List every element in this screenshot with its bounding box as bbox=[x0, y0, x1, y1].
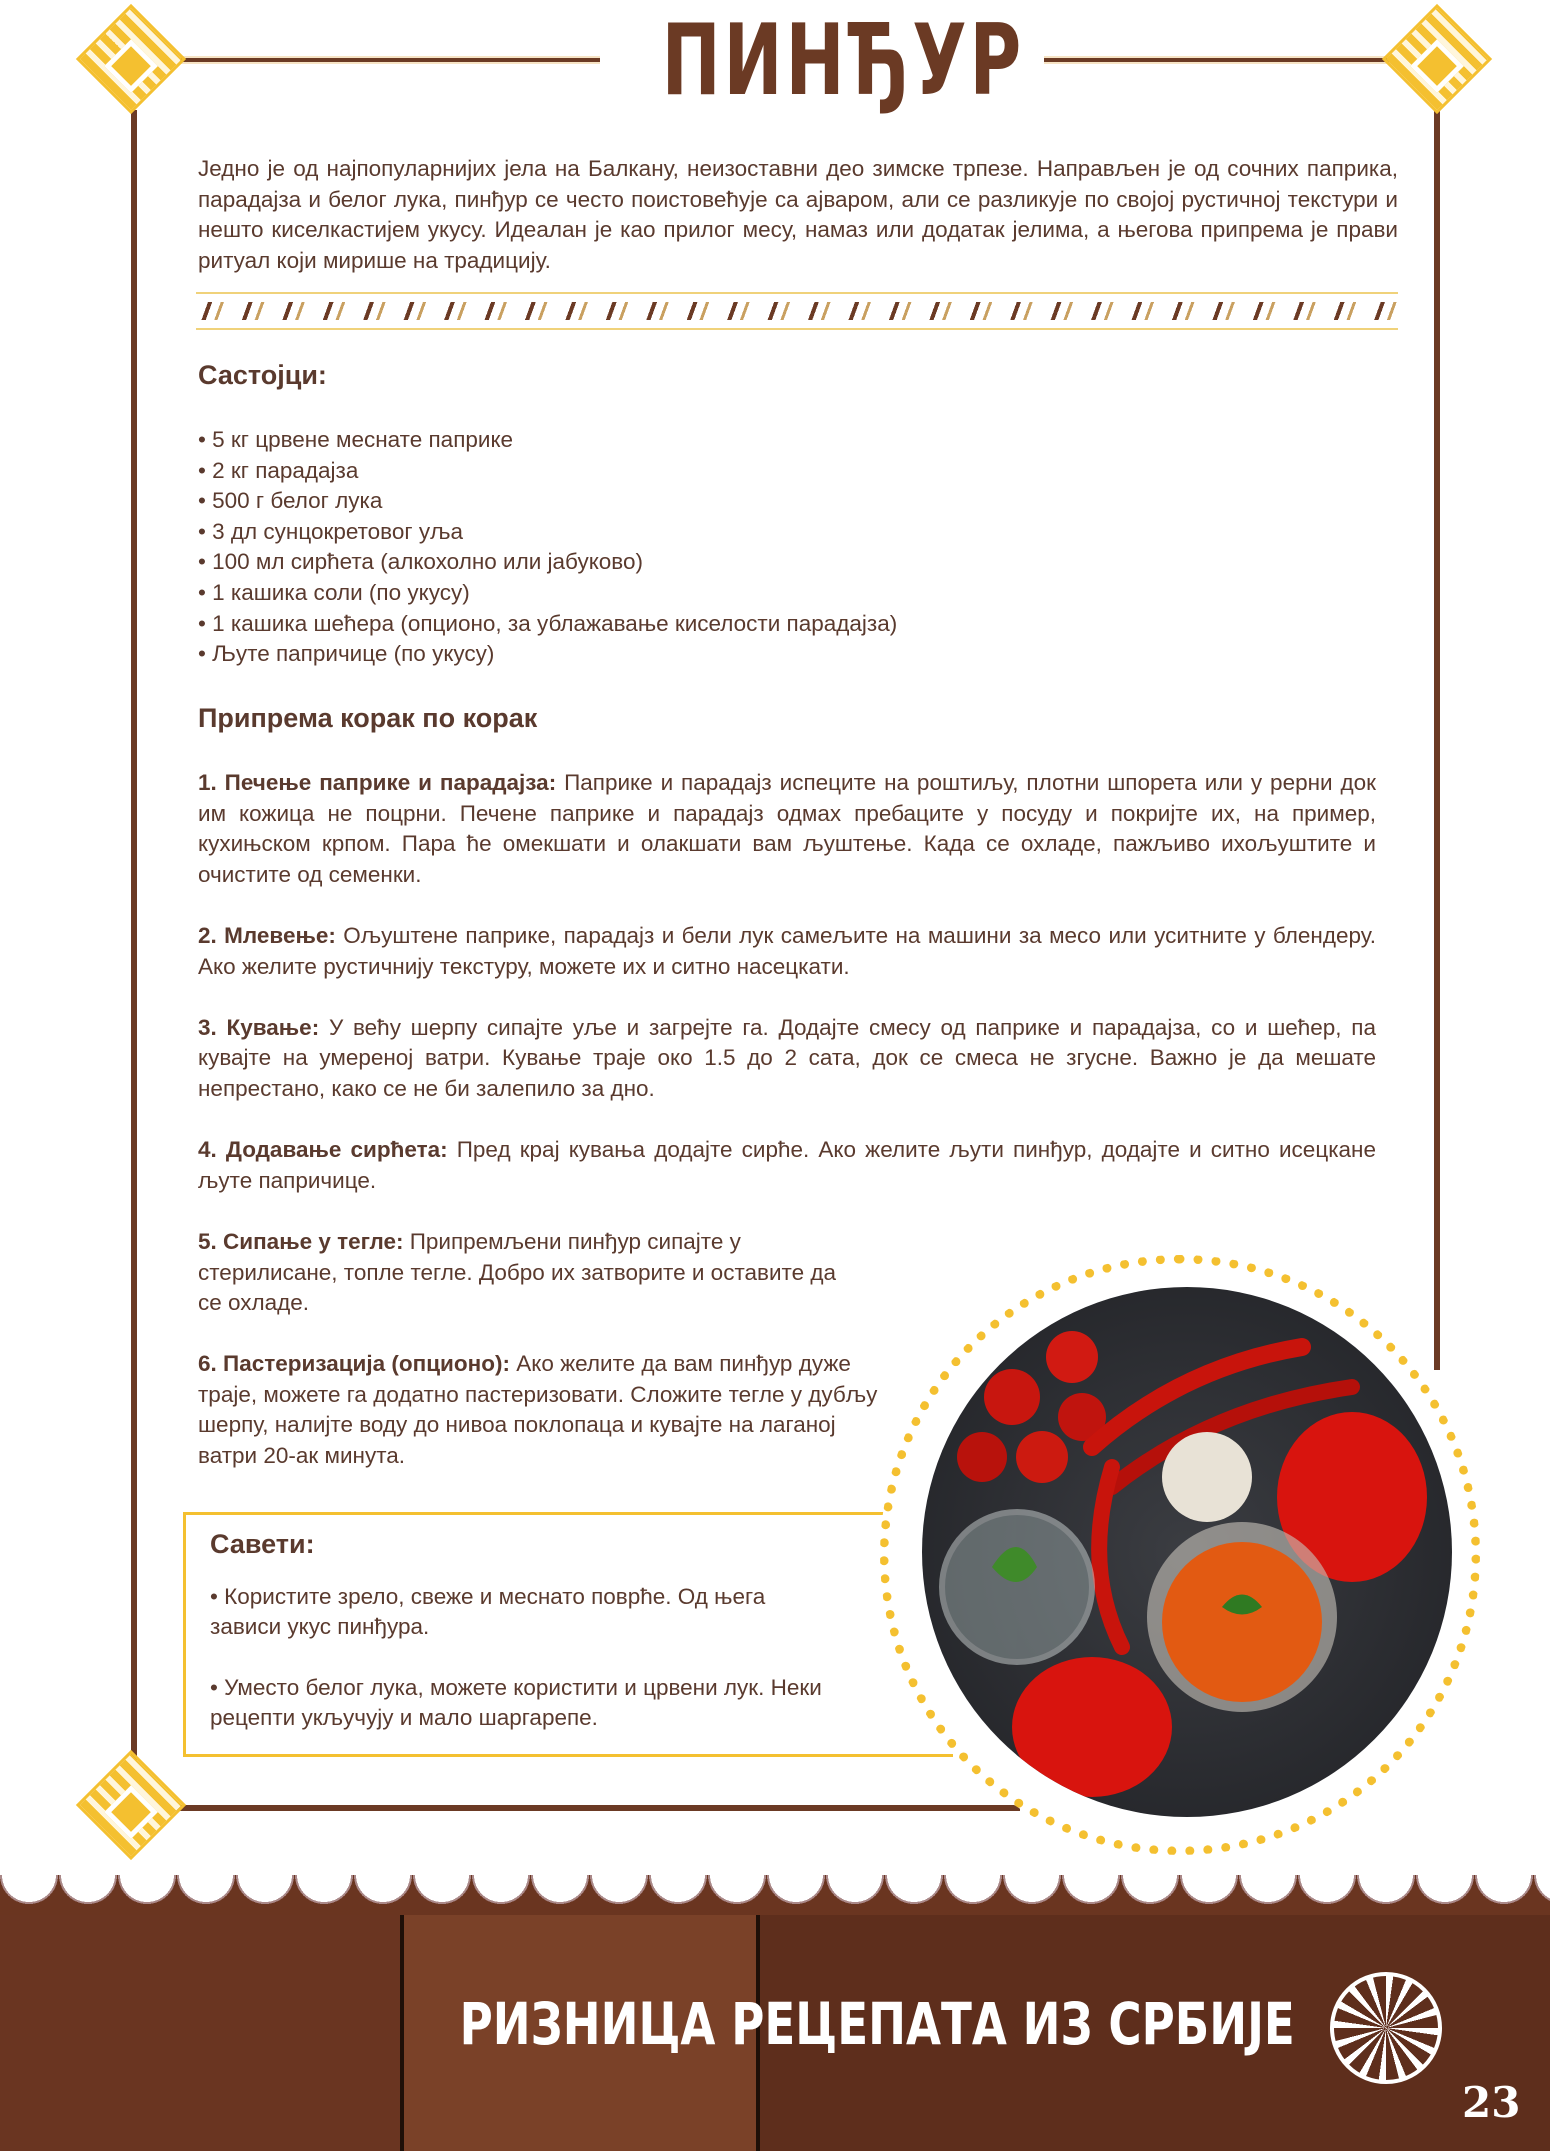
frame-bottom bbox=[160, 1805, 1020, 1811]
frame-left bbox=[131, 110, 137, 1810]
step-6: 6. Пастеризација (опционо): Ако желите да вам пинђур дуже траје, можете га додатно пастеризовати. Сложите тегле у дубљу шерпу, налијте воду до нивоа поклопаца и кувајте на лаганој ватри 20-ак минута. bbox=[198, 1351, 878, 1469]
food-illustration bbox=[922, 1287, 1452, 1817]
step-5: 5. Сипање у тегле: Припремљени пинђур сипајте у стерилисане, топле тегле. Добро их затворите и оставите да се охладе. bbox=[198, 1228, 836, 1316]
ornament-top-left-icon bbox=[76, 4, 186, 114]
step-4: 4. Додавање сирћета: Пред крај кувања додајте сирће. Ако желите љути пинђур, додајте и ситно исецкане љуте папричице. bbox=[198, 1137, 1376, 1193]
list-item: • 5 кг црвене меснате паприке bbox=[198, 427, 514, 452]
title-line-left bbox=[180, 56, 600, 64]
page-title: ПИНЂУР bbox=[661, 4, 1025, 118]
list-item: • 500 г белог лука bbox=[198, 488, 383, 514]
ornament-top-right-icon bbox=[1382, 4, 1492, 114]
step-3: 3. Кување: У већу шерпу сипајте уље и загрејте га. Додајте смесу од паприке и парадајза, со и шећер, па кувајте на умереној ватри. Кување траје око 1.5 до 2 сата, док се смеса не згусне. Важно је да мешате непрестано, како се не би залепило за дно. bbox=[198, 1014, 1376, 1101]
tips-box bbox=[183, 1512, 953, 1757]
list-item: • 1 кашика соли (по укусу) bbox=[198, 579, 470, 605]
title-line-right bbox=[1044, 56, 1394, 64]
emblem-icon bbox=[1330, 1972, 1442, 2084]
list-item: • 2 кг парадајза bbox=[198, 457, 359, 483]
intro-paragraph: Једно је од најпопуларнијих јела на Балкану, неизоставни део зимске трпезе. Направљен је од сочних паприка, парадајза и белог лука, пинђур се често поистовећује са ајваром, али се разликује по својој рустичној текстури и нешто киселкастијем укусу. Идеалан је као прилог месу, намаз или додатак јелима, а његова припрема је прави ритуал који мирише на традицију. bbox=[198, 156, 1398, 273]
tips-heading: Савети: bbox=[210, 1529, 315, 1559]
ingredients-heading: Састојци: bbox=[198, 360, 327, 390]
footer-title: РИЗНИЦА РЕЦЕПАТА ИЗ СРБИЈЕ bbox=[459, 1990, 1295, 2058]
list-item: • 3 дл сунцокретовог уља bbox=[198, 518, 463, 544]
page-number: 23 bbox=[1462, 2078, 1521, 2127]
step-1: 1. Печење паприке и парадајза: Паприке и парадајз испеците на роштиљу, плотни шпорета или у рерни док им кожица не поцрни. Печене паприке и парадајз одмах пребаците у посуду и покријте их, на пример, кухињском крпом. Пара ће омекшати и олакшати вам љуштење. Када се охладе, пажљиво ихољуштите и очистите од семенки. bbox=[198, 770, 1376, 887]
pindjur-photo bbox=[922, 1287, 1452, 1817]
list-item: • Љуте папричице (по укусу) bbox=[198, 641, 495, 667]
step-2: 2. Млевење: Ољуштене паприке, парадајз и бели лук самељите на машини за месо или уситните у блендеру. Ако желите рустичнију текстуру, можете их и ситно насецкати. bbox=[198, 922, 1376, 979]
list-item: • 100 мл сирћета (алкохолно или јабуково) bbox=[198, 549, 644, 575]
ingredients-list bbox=[198, 425, 897, 670]
ornamental-divider bbox=[196, 292, 1398, 330]
tip-item: • Користите зрело, свеже и меснато поврће. Од њега зависи укус пинђура. bbox=[210, 1583, 766, 1640]
list-item: • 1 кашика шећера (опционо, за ублажавање киселости парадајза) bbox=[198, 610, 898, 636]
ornament-bottom-left-icon bbox=[76, 1750, 186, 1860]
tip-item: • Уместо белог лука, можете користити и црвени лук. Неки рецепти укључују и мало шаргарепе. bbox=[210, 1674, 822, 1731]
frame-right bbox=[1434, 110, 1440, 1370]
preparation-heading: Припрема корак по корак bbox=[198, 703, 538, 733]
